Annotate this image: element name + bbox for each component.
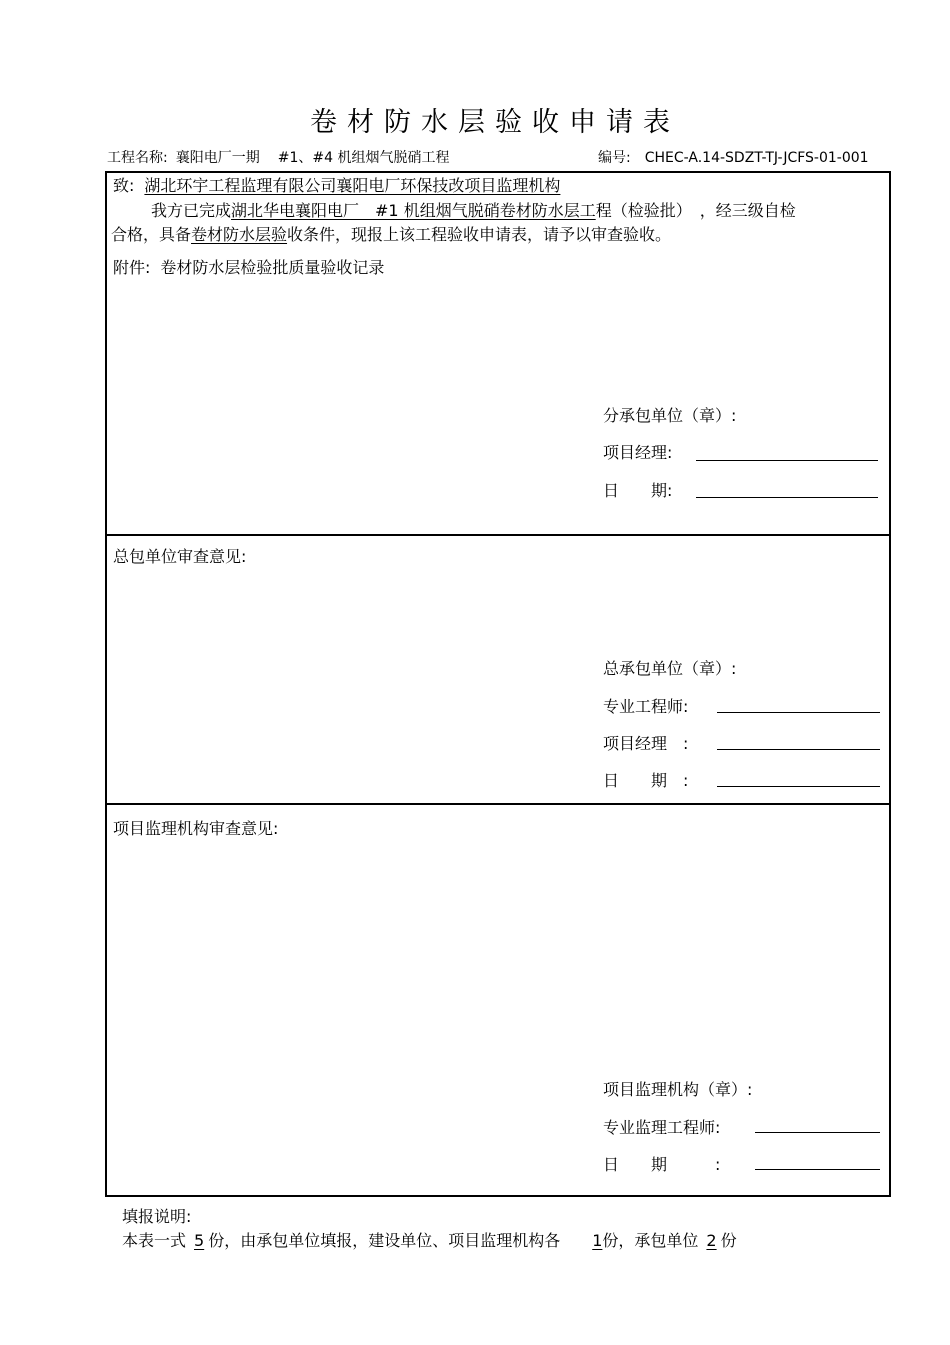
supervision-opinion-heading: 项目监理机构审查意见: [113,819,279,838]
gc-project-manager-label: 项目经理 : [603,734,689,753]
attachment-line [113,255,384,278]
statement-prefix: 我方已完成 [151,201,232,220]
gc-date-field[interactable] [717,786,880,787]
notes-text-2: 份，由承包单位填报，建设单位、项目监理机构各 [208,1231,561,1250]
code-line [598,147,869,167]
notes-heading: 填报说明: [122,1207,192,1226]
general-contractor-seal-label: 总承包单位（章）: [603,659,737,678]
page-title: 卷材防水层验收申请表 [310,107,680,138]
gc-project-manager-field[interactable] [717,749,880,750]
specialist-engineer-field[interactable] [717,712,880,713]
statement-2-prefix: 合格，具备 [111,225,192,244]
general-contractor-opinion-heading: 总包单位审查意见: [113,547,247,566]
code-value: CHEC-A.14-SDZT-TJ-JCFS-01-001 [644,150,869,166]
copies-contractor: 2 [706,1231,717,1250]
to-label: 致: [113,176,135,195]
section-divider-2 [105,803,891,805]
project-completed: 湖北华电襄阳电厂 #1 机组烟气脱硝卷材防水层工 [231,201,596,220]
notes-text-1: 本表一式 [122,1231,187,1250]
addressee-value: 湖北环宇工程监理有限公司襄阳电厂环保技改项目监理机构 [144,176,561,195]
notes-text [122,1228,737,1251]
subcontractor-seal-label: 分承包单位（章）: [603,406,737,425]
statement-line-1 [151,198,796,221]
notes-text-4: 份 [720,1231,737,1250]
statement-line-2 [111,222,671,245]
supervision-engineer-field[interactable] [755,1132,880,1133]
supervision-seal-label: 项目监理机构（章）: [603,1080,753,1099]
attachment-label: 附件: [113,258,151,277]
notes-text-3: 份，承包单位 [602,1231,699,1250]
statement-2-suffix: 收条件，现报上该工程验收申请表，请予以审查验收。 [287,225,672,244]
statement-middle: 程（检验批） ，经三级自检 [595,201,796,220]
copies-total: 5 [194,1231,205,1250]
acceptance-item: 卷材防水层验 [191,225,288,244]
addressee-line [113,173,560,196]
project-name-line [107,147,449,167]
supervision-date-label: 日 期 : [603,1155,721,1174]
supervision-date-field[interactable] [755,1169,880,1170]
specialist-engineer-label: 专业工程师: [603,697,689,716]
project-scope: #1、#4 机组烟气脱硝工程 [277,150,450,166]
project-label: 工程名称: [107,150,168,166]
date-field[interactable] [696,497,878,498]
date-label: 日 期: [603,481,673,500]
section-divider-1 [105,534,891,536]
project-name: 襄阳电厂一期 [175,150,260,166]
form-frame [105,171,891,1197]
attachment-value: 卷材防水层检验批质量验收记录 [160,258,385,277]
supervision-engineer-label: 专业监理工程师: [603,1118,721,1137]
code-label: 编号: [598,150,631,166]
project-manager-label: 项目经理: [603,443,673,462]
project-manager-field[interactable] [696,460,878,461]
gc-date-label: 日 期 : [603,771,689,790]
copies-each: 1 [592,1231,603,1250]
